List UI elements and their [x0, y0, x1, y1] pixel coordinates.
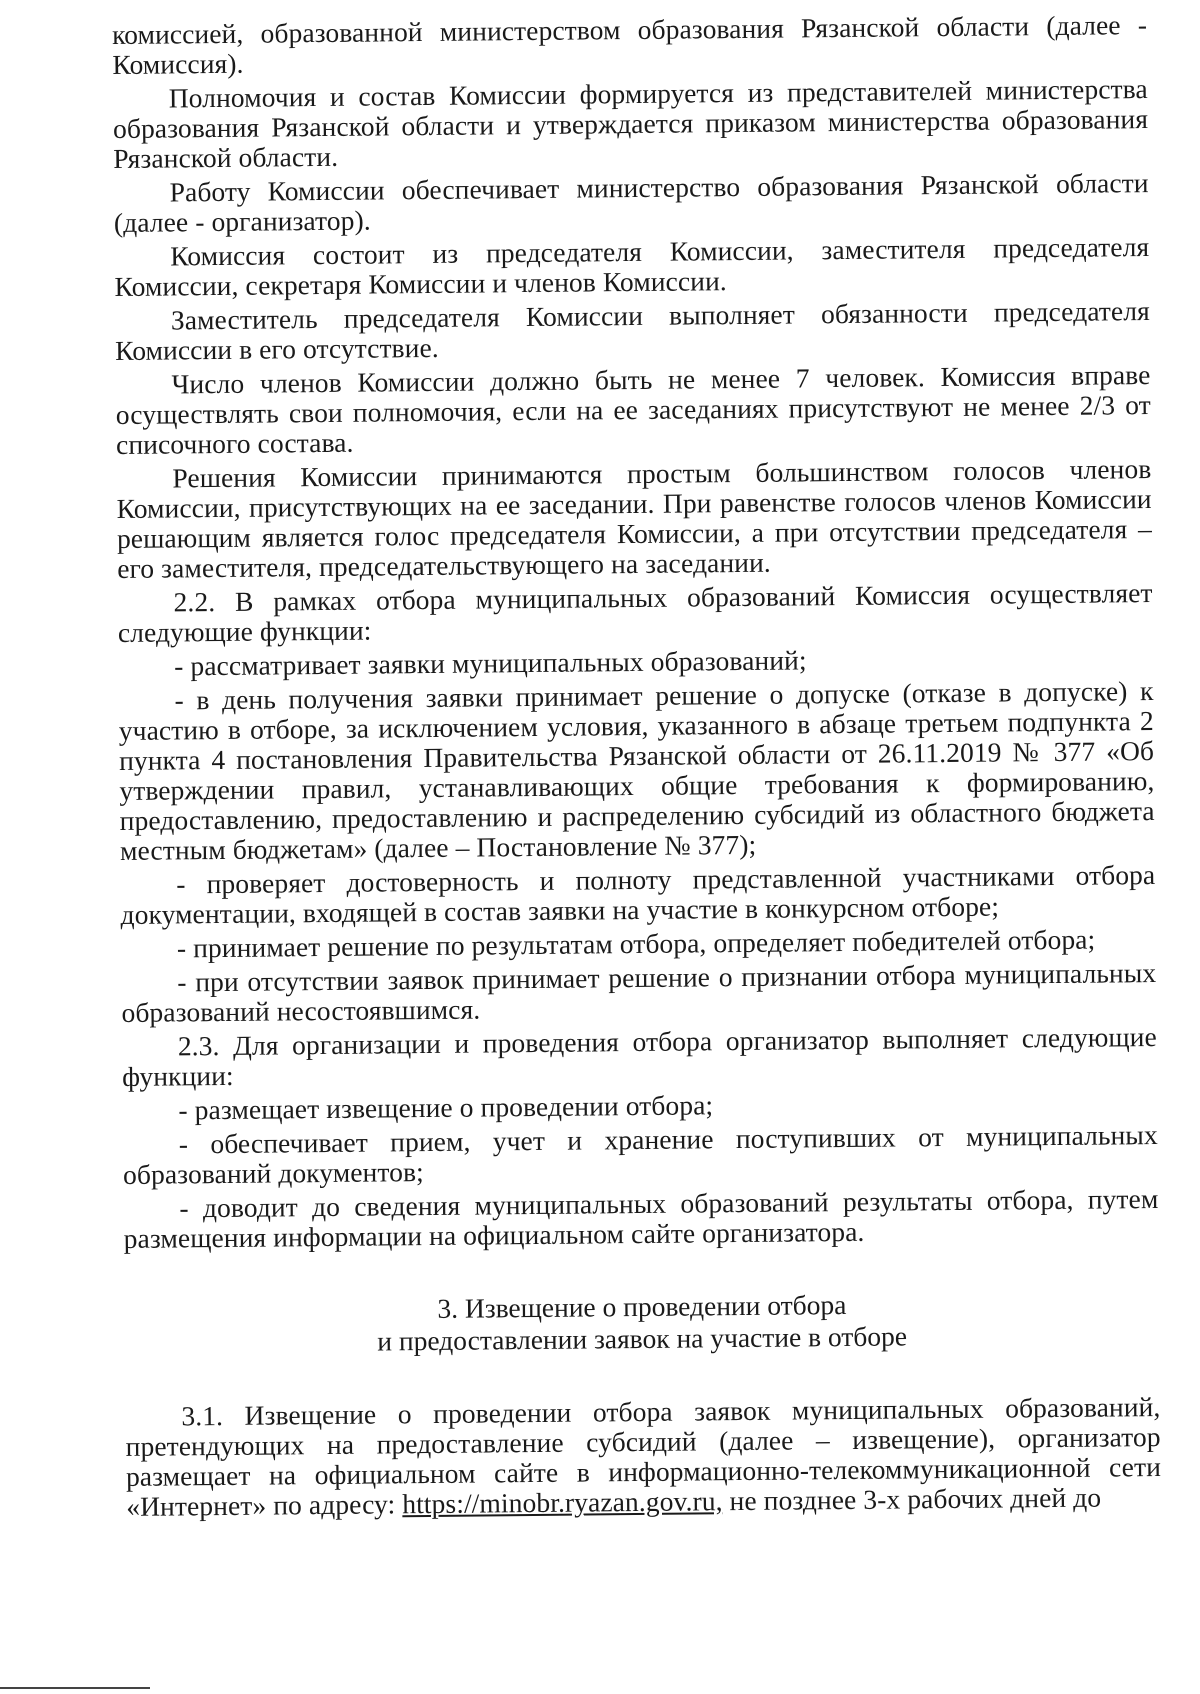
- paragraph: Число членов Комиссии должно быть не менее 7 человек. Комиссия вправе осуществлять свои полномочия, если на ее заседаниях присутствуют не менее 2/3 от списочного состава.: [115, 359, 1151, 460]
- section-heading-line1: 3. Извещение о проведении отбора: [437, 1289, 847, 1324]
- paragraph: Заместитель председателя Комиссии выполняет обязанности председателя Комиссии в его отсутствие.: [115, 295, 1150, 366]
- ministry-website-link[interactable]: https://minobr.ryazan.gov.ru,: [402, 1485, 723, 1520]
- paragraph: - рассматривает заявки муниципальных образований;: [174, 644, 807, 682]
- paragraph: - в день получения заявки принимает решение о допуске (отказе в допуске) к участию в отборе, за исключением условия, указанного в абзаце третьем подпункта 2 пункта 4 постановления Правительства Рязанской области от 26.11.2019 № 377 «Об утверждении правил, устанавливающих общие требования к формированию, предоставлению, предоставлению и распределению субсидий из областного бюджета местным бюджетам» (далее – Постановление № 377);: [118, 675, 1155, 866]
- paragraph-3-1: [125, 1392, 1161, 1522]
- paragraph: - принимает решение по результатам отбора, определяет победителей отбора;: [176, 923, 1096, 964]
- document-body: [112, 10, 1159, 1254]
- paragraph: Работу Комиссии обеспечивает министерство образования Рязанской области (далее - организатор).: [113, 167, 1149, 238]
- paragraph-3-1-text: 3.1. Извещение о проведении отбора заявок муниципальных образований, претендующих на предоставление субсидий (далее – извещение), организатор размещает на официальном сайте в информационно-телекоммуникационной сети «Интернет» по адресу:: [125, 1391, 1162, 1522]
- paragraph: - проверяет достоверность и полноту представленной участниками отбора документации, входящей в состав заявки на участие в конкурсном отборе;: [120, 859, 1156, 930]
- section-heading-line2: и предоставлении заявок на участие в отборе: [377, 1320, 908, 1357]
- paragraph: - обеспечивает прием, учет и хранение поступивших от муниципальных образований документов;: [122, 1119, 1158, 1190]
- section-heading: [124, 1286, 1160, 1360]
- paragraph: - доводит до сведения муниципальных образований результаты отбора, путем размещения информации на официальном сайте организатора.: [123, 1183, 1159, 1254]
- paragraph: Решения Комиссии принимаются простым большинством голосов членов Комиссии, присутствующих на ее заседании. При равенстве голосов членов Комиссии решающим является голос председателя Комиссии, а при отсутствии председателя – его заместителя, председательствующего на заседании.: [116, 453, 1153, 584]
- paragraph: 2.3. Для организации и проведения отбора организатор выполняет следующие функции:: [121, 1021, 1157, 1092]
- paragraph: комиссией, образованной министерством образования Рязанской области (далее - Комиссия).: [111, 9, 1148, 80]
- footer-rule: [0, 1687, 150, 1689]
- paragraph: Комиссия состоит из председателя Комиссии, заместителя председателя Комиссии, секретаря Комиссии и членов Комиссии.: [114, 231, 1150, 302]
- paragraph: 2.2. В рамках отбора муниципальных образований Комиссия осуществляет следующие функции:: [117, 577, 1153, 648]
- paragraph: - при отсутствии заявок принимает решение о признании отбора муниципальных образований несостоявшимся.: [121, 957, 1157, 1028]
- paragraph: - размещает извещение о проведении отбора;: [178, 1089, 714, 1126]
- paragraph-3-1-tail: не позднее 3-х рабочих дней до: [722, 1481, 1102, 1517]
- document-page: [112, 10, 1161, 1526]
- paragraph: Полномочия и состав Комиссии формируется из представителей министерства образования Рязанской области и утверждается приказом министерства образования Рязанской области.: [112, 73, 1149, 174]
